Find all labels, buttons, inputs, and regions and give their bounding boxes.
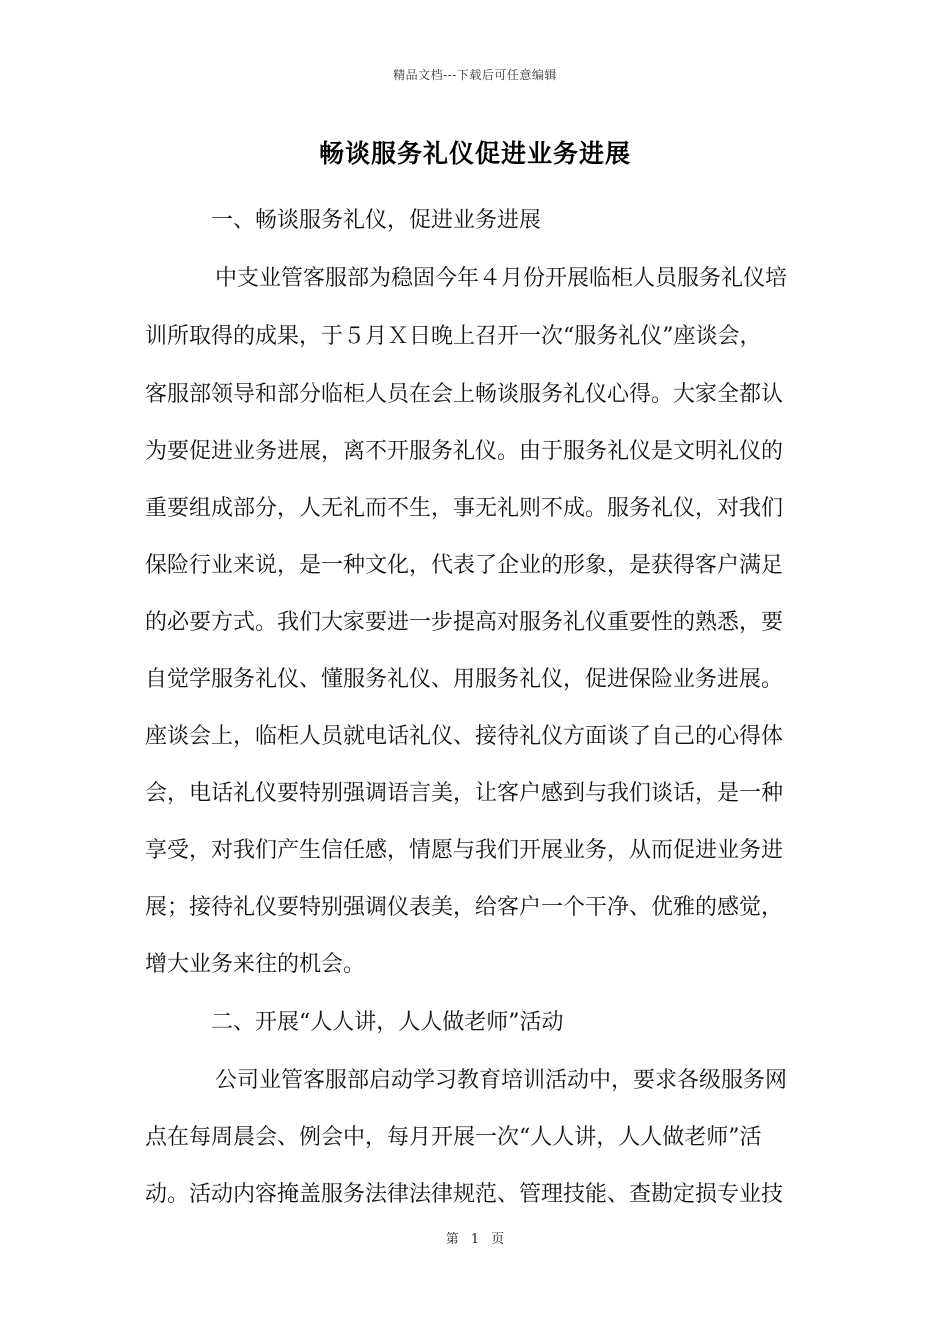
section-1-line: 展；接待礼仪要特别强调仪表美，给客户一个干净、优雅的感觉，	[145, 895, 784, 920]
page-footer	[0, 1228, 950, 1247]
section-1-line: 的必要方式。我们大家要进一步提高对服务礼仪重要性的熟悉，要	[145, 610, 784, 635]
section-1-line: 保险行业来说，是一种文化，代表了企业的形象，是获得客户满足	[145, 553, 784, 578]
document-title: 畅谈服务礼仪促进业务进展	[318, 139, 631, 168]
page-header: 精品文档---下载后可任意编辑	[393, 68, 557, 82]
section-1-line: 客服部领导和部分临柜人员在会上畅谈服务礼仪心得。大家全都认	[145, 382, 784, 407]
section-1-line: 增大业务来往的机会。	[145, 952, 366, 977]
section-2-line: 点在每周晨会、例会中，每月开展一次“人人讲，人人做老师”活	[145, 1125, 762, 1150]
section-2-line: 动。活动内容掩盖服务法律法律规范、管理技能、查勘定损专业技	[145, 1182, 784, 1207]
section-1-line: 为要促进业务进展，离不开服务礼仪。由于服务礼仪是文明礼仪的	[145, 439, 784, 464]
section-2-line: 公司业管客服部启动学习教育培训活动中，要求各级服务网	[215, 1068, 788, 1093]
page-number: 1	[470, 1232, 480, 1247]
section-1-line: 自觉学服务礼仪、懂服务礼仪、用服务礼仪，促进保险业务进展。	[145, 667, 784, 692]
section-1-line: 座谈会上，临柜人员就电话礼仪、接待礼仪方面谈了自己的心得体	[145, 724, 784, 749]
section-2-heading: 二、开展“人人讲，人人做老师”活动	[211, 1010, 564, 1035]
section-1-line: 重要组成部分，人无礼而不生，事无礼则不成。服务礼仪，对我们	[145, 496, 784, 521]
section-1-heading: 一、畅谈服务礼仪，促进业务进展	[211, 208, 542, 233]
section-1-line: 训所取得的成果，于５月Ｘ日晚上召开一次“服务礼仪”座谈会，	[145, 324, 762, 349]
section-1-line: 会，电话礼仪要特别强调语言美，让客户感到与我们谈话，是一种	[145, 781, 784, 806]
section-1-line: 享受，对我们产生信任感，情愿与我们开展业务，从而促进业务进	[145, 838, 784, 863]
section-1-line: 中支业管客服部为稳固今年４月份开展临柜人员服务礼仪培	[215, 266, 788, 291]
page-number-prefix: 第	[445, 1232, 459, 1247]
page-number-suffix: 页	[491, 1232, 505, 1247]
